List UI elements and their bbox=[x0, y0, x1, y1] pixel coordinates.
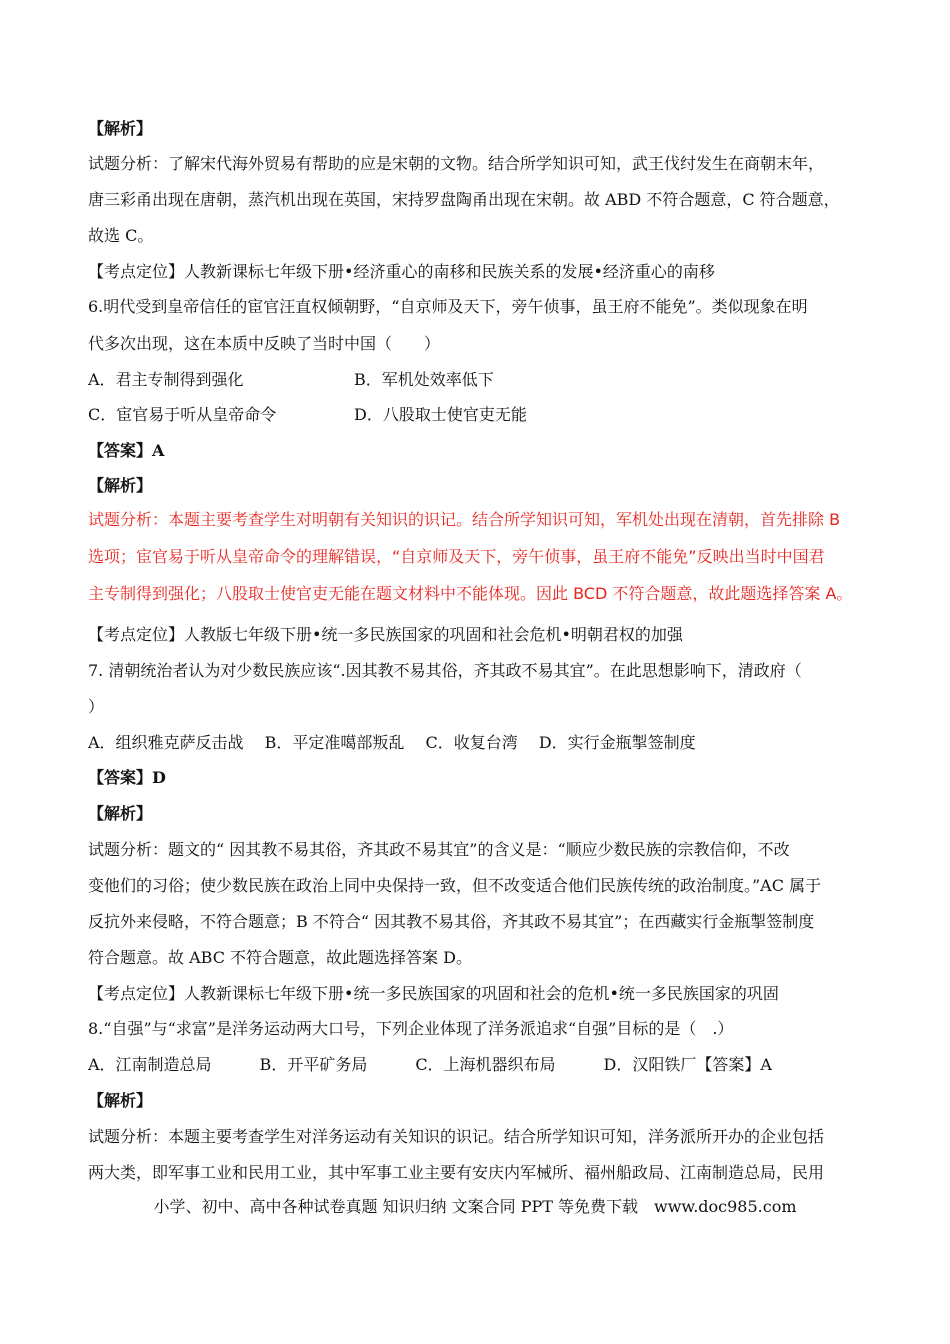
analysis-red-line: 试题分析：本题主要考查学生对明朝有关知识的识记。结合所学知识可知，军机处出现在清朝，首先排除 B bbox=[88, 510, 841, 529]
knowledge-point: 【考点定位】人教新课标七年级下册•统一多民族国家的巩固和社会的危机•统一多民族国家的巩固 bbox=[88, 984, 779, 1003]
body-line: 变他们的习俗；使少数民族在政治上同中央保持一致，但不改变适合他们民族传统的政治制度。”AC 属于 bbox=[88, 876, 822, 895]
question-7-cont: ） bbox=[88, 697, 105, 716]
answer: 【答案】D bbox=[88, 768, 166, 787]
question-7-options: A．组织雅克萨反击战 B．平定准噶部叛乱 C．收复台湾 D．实行金瓶掣签制度 bbox=[88, 733, 696, 752]
option-b: B．军机处效率低下 bbox=[354, 370, 494, 389]
question-6: 6.明代受到皇帝信任的宦官汪直权倾朝野，“自京师及天下，旁午侦事，虽王府不能免”。类似现象在明 bbox=[88, 297, 808, 316]
knowledge-point: 【考点定位】人教新课标七年级下册•经济重心的南移和民族关系的发展•经济重心的南移 bbox=[88, 262, 715, 281]
body-line: 符合题意。故 ABC 不符合题意，故此题选择答案 D。 bbox=[88, 948, 472, 967]
answer: 【答案】A bbox=[88, 441, 165, 460]
question-8: 8.“自强”与“求富”是洋务运动两大口号，下列企业体现了洋务派追求“自强”目标的是（ .） bbox=[88, 1019, 734, 1038]
analysis-red-line: 主专制得到强化；八股取士使官吏无能在题文材料中不能体现。因此 BCD 不符合题意，故此题选择答案 A。 bbox=[88, 584, 853, 603]
option-a: A．君主专制得到强化 bbox=[88, 370, 244, 389]
knowledge-point: 【考点定位】人教版七年级下册•统一多民族国家的巩固和社会危机•明朝君权的加强 bbox=[88, 625, 683, 644]
question-7: 7. 清朝统治者认为对少数民族应该“.因其教不易其俗，齐其政不易其宜”。在此思想影响下，清政府（ bbox=[88, 661, 802, 680]
body-line: 试题分析：题文的“ 因其教不易其俗，齐其政不易其宜”的含义是：“顺应少数民族的宗教信仰，不改 bbox=[88, 840, 790, 859]
analysis-heading: 【解析】 bbox=[88, 119, 153, 138]
analysis-heading: 【解析】 bbox=[88, 804, 153, 823]
analysis-red-line: 选项；宦官易于听从皇帝命令的理解错误，“自京师及天下，旁午侦事，虽王府不能免”反映出当时中国君 bbox=[88, 547, 825, 566]
option-c: C．宦官易于听从皇帝命令 bbox=[88, 405, 277, 424]
body-line: 故选 C。 bbox=[88, 226, 154, 245]
page-footer: 小学、初中、高中各种试卷真题 知识归纳 文案合同 PPT 等免费下载 www.doc985.com bbox=[153, 1197, 797, 1216]
body-line: 反抗外来侵略，不符合题意；B 不符合“ 因其教不易其俗，齐其政不易其宜”；在西藏实行金瓶掣签制度 bbox=[88, 912, 815, 931]
option-d: D．八股取士使官吏无能 bbox=[354, 405, 527, 424]
analysis-heading: 【解析】 bbox=[88, 476, 153, 495]
analysis-heading: 【解析】 bbox=[88, 1091, 153, 1110]
body-line: 试题分析：了解宋代海外贸易有帮助的应是宋朝的文物。结合所学知识可知，武王伐纣发生在商朝末年， bbox=[88, 154, 825, 173]
body-line: 唐三彩甬出现在唐朝，蒸汽机出现在英国，宋持罗盘陶甬出现在宋朝。故 ABD 不符合题意，C 符合题意， bbox=[88, 190, 840, 209]
body-line: 两大类，即军事工业和民用工业，其中军事工业主要有安庆内军械所、福州船政局、江南制造总局，民用 bbox=[88, 1163, 825, 1182]
question-6-cont: 代多次出现，这在本质中反映了当时中国（ ） bbox=[88, 334, 441, 353]
question-8-options: A．江南制造总局 B．开平矿务局 C．上海机器织布局 D．汉阳铁厂【答案】A bbox=[88, 1055, 772, 1074]
body-line: 试题分析：本题主要考查学生对洋务运动有关知识的识记。结合所学知识可知，洋务派所开办的企业包括 bbox=[88, 1127, 825, 1146]
